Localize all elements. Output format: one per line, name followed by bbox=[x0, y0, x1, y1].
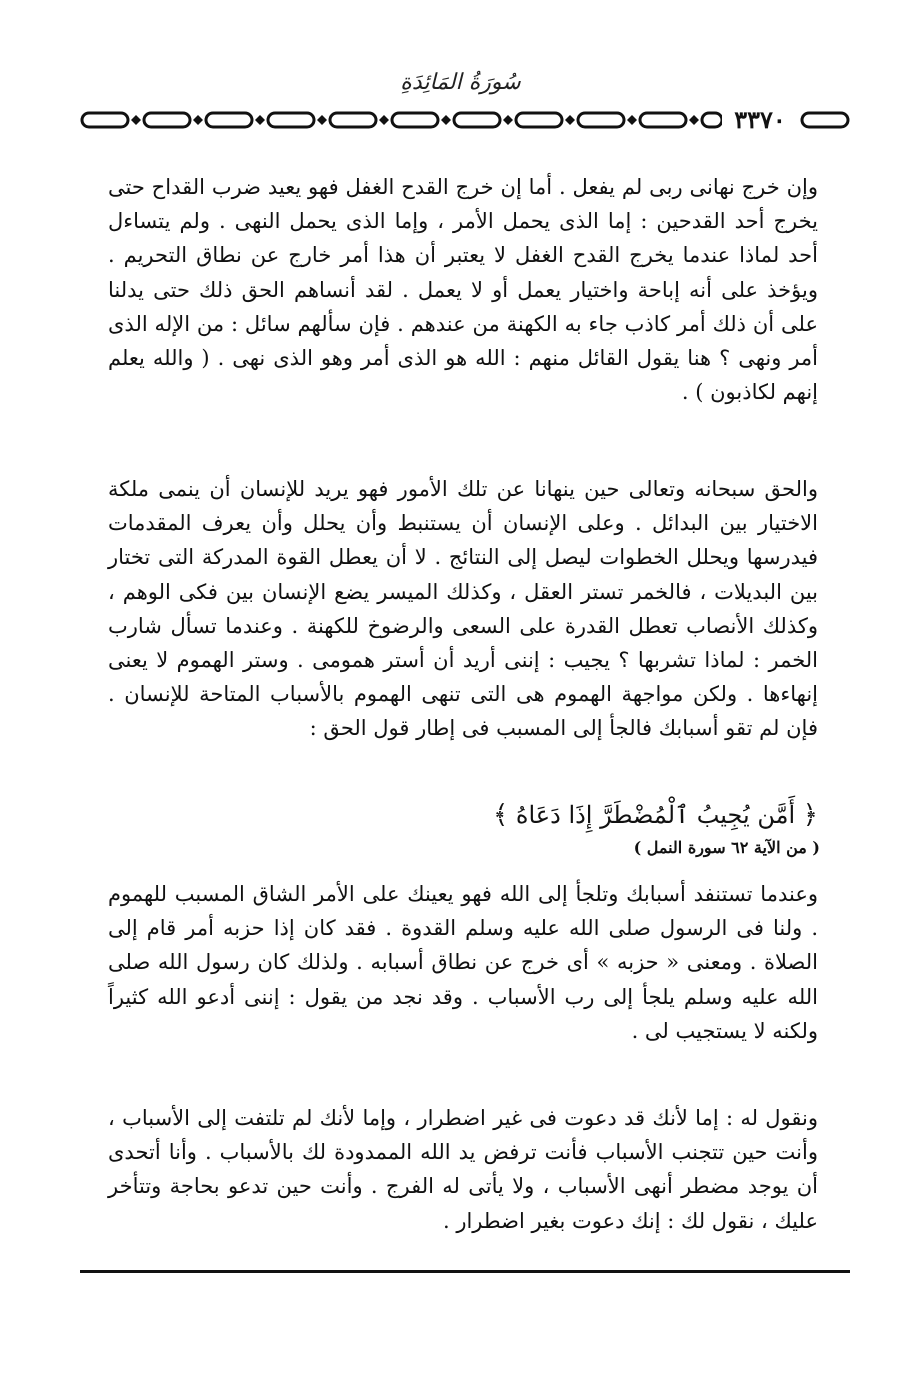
verse-reference: ( من الآية ٦٢ سورة النمل ) bbox=[633, 838, 820, 857]
paragraph-3: وعندما تستنفد أسبابك وتلجأ إلى الله فهو يعينك على الأمر الشاق المسبب للهموم . ولنا فى الرسول صلى الله عليه وسلم القدوة . فقد كان إذا حزبه أمر قام إلى الصلاة . ومعنى « حزبه » أى خرج عن نطاق أسبابه . ولذلك كان رسول الله صلى الله عليه وسلم يلجأ إلى رب الأسباب . وقد نجد من يقول : إننى أدعو الله كثيراً ولكنه لا يستجيب لى . bbox=[108, 882, 818, 1043]
paragraph-2: والحق سبحانه وتعالى حين ينهانا عن تلك الأمور فهو يريد للإنسان أن ينمى ملكة الاختيار بين البدائل . وعلى الإنسان أن يستنبط وأن يحلل وأن يعرف المقدمات فيدرسها ويحلل الخطوات ليصل إلى النتائج . لا أن يعطل القوة المدركة التى تختار بين البديلات ، فالخمر تستر العقل ، وكذلك الميسر يضع الإنسان بين فكى الوهم ، وكذلك الأنصاب تعطل القدرة على السعى والرضوخ للكهنة . وعندما تسأل شارب الخمر : لماذا تشربها ؟ يجيب : إننى أريد أن أستر همومى . وستر الهموم لا يعنى إنهاءها . ولكن مواجهة الهموم هى التى تنهى الهموم بالأسباب المتاحة للإنسان . فإن لم تقو أسبابك فالجأ إلى المسبب فى إطار قول الحق : bbox=[108, 477, 818, 741]
verse-text: أَمَّن يُجِيبُ ٱلْمُضْطَرَّ إِذَا دَعَاهُ bbox=[515, 801, 796, 829]
paragraph-1: وإن خرج نهانى ربى لم يفعل . أما إن خرج القدح الغفل فهو يعيد ضرب القداح حتى يخرج أحد القدحين : إما الذى يحمل الأمر ، وإما الذى يحمل النهى . ولم يتساءل أحد لماذا عندما يخرج القدح الغفل لا يعتبر أن هذا أمر خارج عن نطاق التحريم . ويؤخذ على أنه إباحة واختيار يعمل أو لا يعمل . لقد أنساهم الحق ذلك حتى يدلنا على أن ذلك أمر كاذب جاء به الكهنة من عندهم . فإن سألهم سائل : من الإله الذى أمر ونهى ؟ هنا يقول القائل منهم : الله هو الذى أمر وهو الذى نهى . ( والله يعلم إنهم لكاذبون ) . bbox=[108, 175, 818, 405]
quran-verse bbox=[300, 798, 818, 832]
verse-close-bracket: ﴾ bbox=[493, 800, 509, 830]
page-number: ٣٣٧٠ bbox=[722, 106, 798, 134]
surah-title: سُورَةُ المَائِدَةِ bbox=[400, 70, 521, 95]
paragraph-4: ونقول له : إما لأنك قد دعوت فى غير اضطرار ، وإما لأنك لم تلتفت إلى الأسباب ، وأنت حين تتجنب الأسباب فأنت ترفض يد الله الممدودة لك بالأسباب . وأنا أتحدى أن يوجد مضطر أنهى الأسباب ، ولا يأتى له الفرج . وأنت حين تدعو بحاجة وتتأخر عليك ، نقول لك : إنك دعوت بغير اضطرار . bbox=[108, 1106, 818, 1233]
verse-open-bracket: ﴿ bbox=[802, 800, 818, 830]
footer-rule bbox=[80, 1270, 850, 1273]
